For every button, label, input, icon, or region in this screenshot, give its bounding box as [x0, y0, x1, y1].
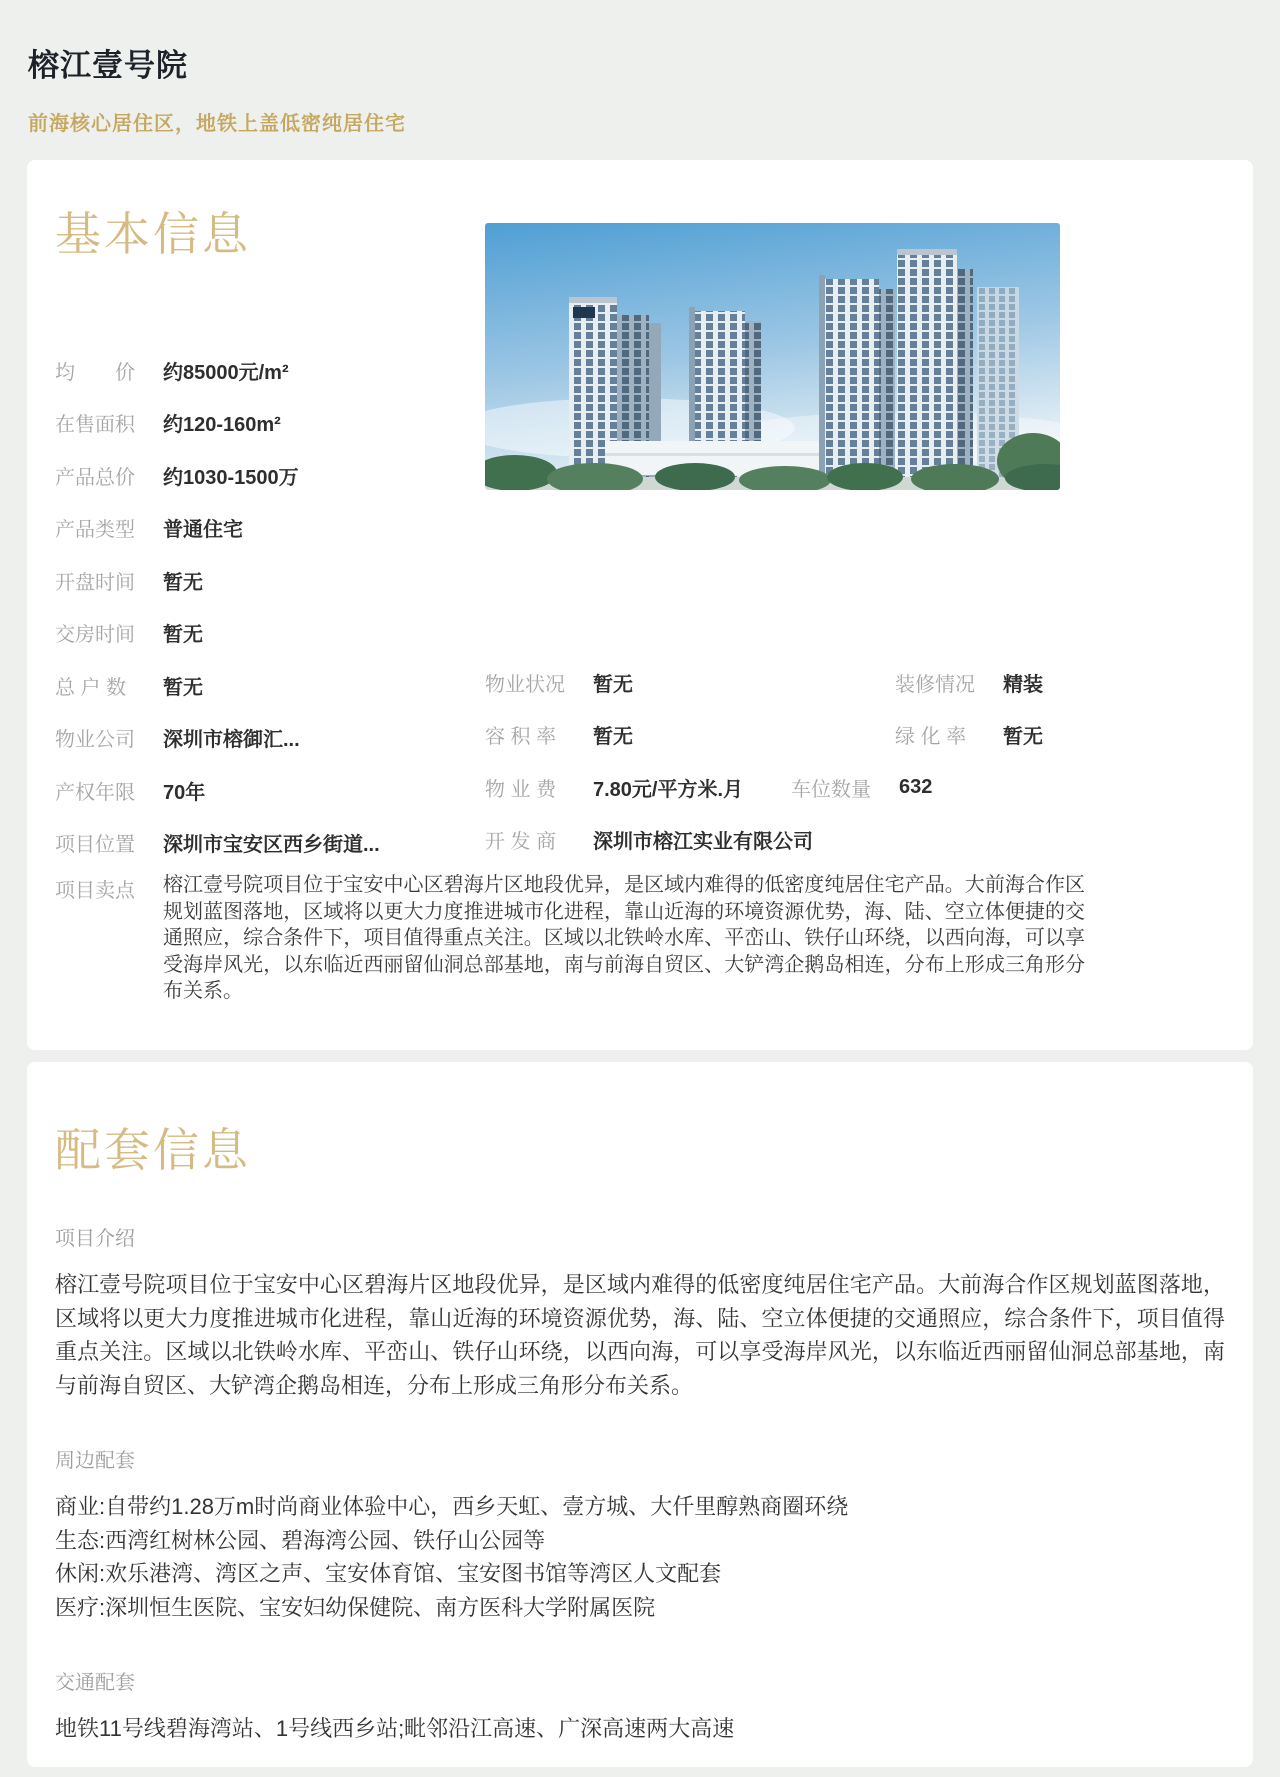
- info-label: 物业状况: [485, 673, 565, 696]
- surroundings-text: [55, 1490, 1225, 1624]
- text-line-business: 商业:自带约1.28万m时尚商业体验中心，西乡天虹、壹方城、大仟里醇熟商圈环绕: [55, 1494, 849, 1519]
- info-label: 产品类型: [55, 519, 135, 542]
- info-value: 暂无: [593, 726, 633, 749]
- info-value: 暂无: [163, 676, 203, 699]
- section-label-transport: 交通配套: [55, 1672, 135, 1694]
- info-value: 普通住宅: [163, 519, 243, 542]
- info-row-product-type: [55, 502, 479, 555]
- section-label-surroundings: 周边配套: [55, 1450, 135, 1472]
- info-label: 容 积 率: [485, 726, 557, 749]
- text-line-medical: 医疗:深圳恒生医院、宝安妇幼保健院、南方医科大学附属医院: [55, 1594, 656, 1620]
- page-subtitle: 前海核心居住区，地铁上盖低密纯居住宅: [28, 113, 406, 135]
- info-row-property-company: [55, 712, 479, 765]
- text-line-ecology: 生态:西湾红树林公园、碧海湾公园、铁仔山公园等: [55, 1527, 546, 1553]
- info-row-project-location: [55, 817, 479, 870]
- info-label: 物 业 费: [485, 778, 557, 801]
- info-value: 70年: [163, 781, 206, 804]
- basic-info-heading: 基本信息: [55, 208, 251, 260]
- info-label: 物业公司: [55, 729, 135, 752]
- basic-info-card: [27, 160, 1253, 1050]
- info-value: 约1030-1500万: [163, 466, 299, 489]
- info-value: 约85000元/m²: [163, 361, 289, 384]
- info-value: 约120-160m²: [163, 414, 281, 437]
- selling-point-text: 榕江壹号院项目位于宝安中心区碧海片区地段优异，是区域内难得的低密度纯居住宅产品。大前海合作区规划蓝图落地，区域将以更大力度推进城市化进程，靠山近海的环境资源优势，海、陆、空立体便捷的交通照应，综合条件下，项目值得重点关注。区域以北铁岭水库、平峦山、铁仔山环绕，以西向海，可以享受海岸风光，以东临近西丽留仙洞总部基地，南与前海自贸区、大铲湾企鹅岛相连，分布上形成三角形分布关系。: [163, 874, 1085, 1002]
- info-value: 精装: [1003, 673, 1043, 696]
- info-row-property-status: [485, 656, 1085, 709]
- transport-text: [55, 1712, 1225, 1746]
- page-header: [0, 0, 1280, 136]
- info-value: 632: [899, 775, 933, 798]
- info-row-ownership-years: [55, 764, 479, 817]
- info-row-selling-points: [55, 872, 1085, 1005]
- text-line-leisure: 休闲:欢乐港湾、湾区之声、宝安体育馆、宝安图书馆等湾区人文配套: [55, 1561, 722, 1586]
- info-label: 均 价: [55, 361, 135, 384]
- info-row-average-price: [55, 344, 479, 397]
- facility-info-heading: 配套信息: [55, 1124, 251, 1176]
- info-value-truncated: 深圳市榕御汇...: [163, 729, 300, 752]
- info-label: 项目卖点: [55, 880, 135, 902]
- info-label: 开盘时间: [55, 571, 135, 594]
- info-label: 绿 化 率: [895, 726, 967, 749]
- facility-info-card: [27, 1062, 1253, 1767]
- info-value: 深圳市榕江实业有限公司: [593, 831, 813, 854]
- info-value: 暂无: [1003, 726, 1043, 749]
- info-label: 交房时间: [55, 624, 135, 647]
- info-row-property-fee: [485, 761, 1085, 814]
- info-label: 总 户 数: [55, 676, 127, 699]
- info-row-total-price: [55, 449, 479, 502]
- info-row-developer: [485, 814, 1085, 867]
- section-label-project-intro: 项目介绍: [55, 1228, 135, 1250]
- info-value: 暂无: [163, 571, 203, 594]
- info-label: 产品总价: [55, 466, 135, 489]
- info-label: 车位数量: [791, 778, 871, 801]
- info-label: 项目位置: [55, 834, 135, 857]
- text-line: 榕江壹号院项目位于宝安中心区碧海片区地段优异，是区域内难得的低密度纯居住宅产品。大前海合作区规划蓝图落地，区域将以更大力度推进城市化进程，靠山近海的环境资源优势，海、陆、空立体便捷的交通照应，综合条件下，项目值得重点关注。区域以北铁岭水库、平峦山、铁仔山环绕，以西向海，可以享受海岸风光，以东临近西丽留仙洞总部基地，南与前海自贸区、大铲湾企鹅岛相连，分布上形成三角形分布关系。: [55, 1272, 1225, 1398]
- info-value: 暂无: [593, 673, 633, 696]
- info-value: 7.80元/平方米.月: [593, 778, 744, 801]
- info-row-opening-date: [55, 554, 479, 607]
- info-value: 暂无: [163, 624, 203, 647]
- info-value-truncated: 深圳市宝安区西乡街道...: [163, 834, 380, 857]
- info-row-area-on-sale: [55, 397, 479, 450]
- basic-info-right-grid: [485, 656, 1085, 866]
- basic-info-left-list: [55, 344, 479, 869]
- project-intro-text: [55, 1268, 1225, 1402]
- text-line-metro: 地铁11号线碧海湾站、1号线西乡站;毗邻沿江高速、广深高速两大高速: [55, 1716, 735, 1741]
- info-row-total-households: [55, 659, 479, 712]
- info-label: 产权年限: [55, 781, 135, 804]
- info-label: 开 发 商: [485, 831, 557, 854]
- info-label: 装修情况: [895, 673, 975, 696]
- page-title: 榕江壹号院: [28, 48, 188, 83]
- info-row-plot-ratio: [485, 709, 1085, 762]
- property-rendering-image: [485, 223, 1060, 490]
- info-label: 在售面积: [55, 414, 135, 437]
- info-row-delivery-date: [55, 607, 479, 660]
